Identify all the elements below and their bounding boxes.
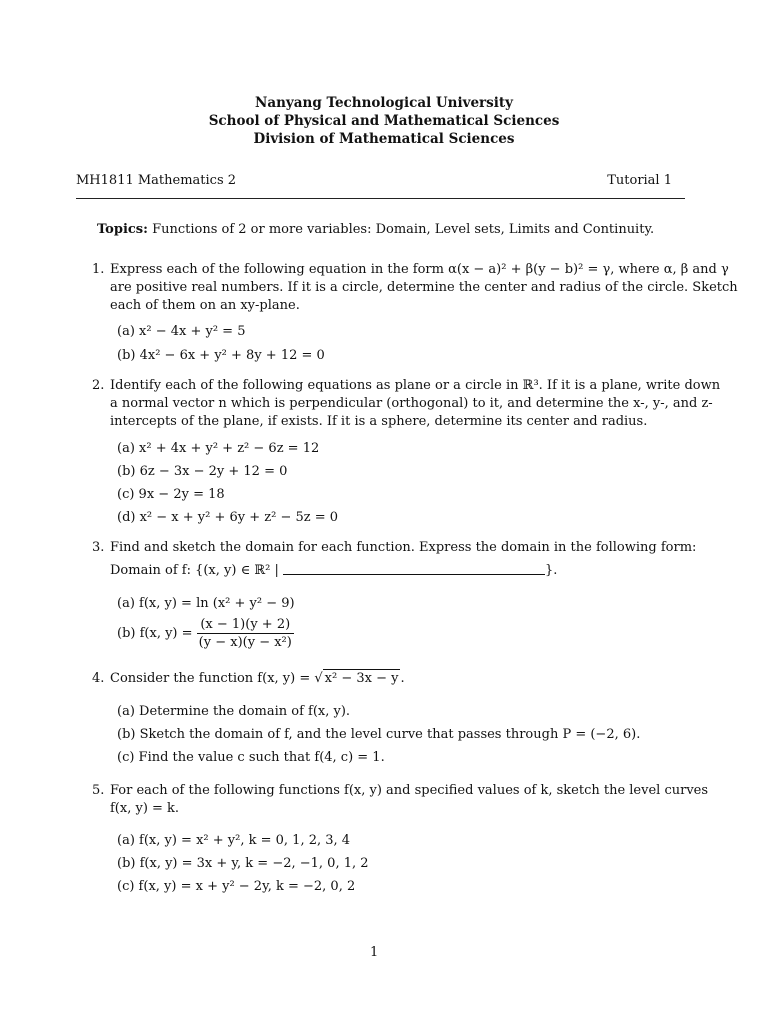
- question-1-line-1: Express each of the following equation in the form α(x − a)² + β(y − b)² = γ, where α, β and γ: [110, 262, 729, 277]
- question-2-number: 2.: [92, 378, 105, 393]
- question-2a: (a) x² + 4x + y² + z² − 6z = 12: [117, 441, 320, 456]
- topics-text: Functions of 2 or more variables: Domain, Level sets, Limits and Continuity.: [152, 222, 655, 237]
- question-4-line-1: [110, 670, 405, 687]
- square-root: √ x² − 3x − y: [314, 671, 399, 686]
- fraction-numerator: (x − 1)(y + 2): [197, 617, 294, 634]
- domain-prefix: Domain of f: {(x, y) ∈ ℝ² |: [110, 563, 279, 578]
- question-3b: [117, 617, 294, 650]
- question-3b-lhs: (b) f(x, y) =: [117, 626, 193, 641]
- question-5-number: 5.: [92, 783, 105, 798]
- question-2b: (b) 6z − 3x − 2y + 12 = 0: [117, 464, 288, 479]
- course-code: MH1811 Mathematics 2: [76, 173, 237, 188]
- university-name: Nanyang Technological University: [255, 95, 513, 111]
- question-1-line-3: each of them on an xy-plane.: [110, 298, 300, 313]
- domain-form: [110, 562, 557, 579]
- fraction-denominator: (y − x)(y − x²): [198, 635, 292, 650]
- page-number: 1: [370, 945, 379, 960]
- header-divider: [76, 198, 685, 199]
- question-4-number: 4.: [92, 671, 105, 686]
- question-1-number: 1.: [92, 262, 105, 277]
- division-name: Division of Mathematical Sciences: [253, 131, 515, 147]
- question-2c: (c) 9x − 2y = 18: [117, 487, 225, 502]
- question-4-suffix: .: [400, 671, 405, 686]
- question-2-line-3: intercepts of the plane, if exists. If it is a sphere, determine its center and radius.: [110, 414, 648, 429]
- topics-line: [97, 221, 654, 238]
- question-5a: (a) f(x, y) = x² + y², k = 0, 1, 2, 3, 4: [117, 833, 351, 848]
- question-3-number: 3.: [92, 540, 105, 555]
- question-5-line-2: f(x, y) = k.: [110, 801, 180, 816]
- question-5-line-1: For each of the following functions f(x, y) and specified values of k, sketch the level curves: [110, 783, 709, 798]
- question-4-prefix: Consider the function f(x, y) =: [110, 671, 311, 686]
- domain-blank-line: [283, 562, 545, 575]
- question-4b: (b) Sketch the domain of f, and the level curve that passes through P = (−2, 6).: [117, 727, 641, 742]
- question-4c: (c) Find the value c such that f(4, c) = 1.: [117, 750, 385, 765]
- radicand: x² − 3x − y: [324, 671, 399, 686]
- question-3b-fraction: [197, 617, 294, 650]
- question-2d: (d) x² − x + y² + 6y + z² − 5z = 0: [117, 510, 339, 525]
- question-2-line-1: Identify each of the following equations as plane or a circle in ℝ³. If it is a plane, write down: [110, 378, 721, 393]
- question-5c: (c) f(x, y) = x + y² − 2y, k = −2, 0, 2: [117, 879, 356, 894]
- question-3a: (a) f(x, y) = ln (x² + y² − 9): [117, 596, 295, 611]
- school-name: School of Physical and Mathematical Sciences: [208, 113, 560, 129]
- tutorial-label: Tutorial 1: [607, 173, 672, 188]
- topics-label: Topics:: [97, 222, 148, 237]
- question-1b: (b) 4x² − 6x + y² + 8y + 12 = 0: [117, 348, 325, 363]
- question-1-line-2: are positive real numbers. If it is a circle, determine the center and radius of the circle. Sketch: [110, 280, 738, 295]
- question-1a: (a) x² − 4x + y² = 5: [117, 324, 246, 339]
- question-5b: (b) f(x, y) = 3x + y, k = −2, −1, 0, 1, 2: [117, 856, 369, 871]
- domain-suffix: }.: [545, 563, 558, 578]
- question-4a: (a) Determine the domain of f(x, y).: [117, 704, 351, 719]
- question-3-line-1: Find and sketch the domain for each function. Express the domain in the following form:: [110, 540, 697, 555]
- question-2-line-2: a normal vector n which is perpendicular (orthogonal) to it, and determine the x-, y-, and z-: [110, 396, 713, 411]
